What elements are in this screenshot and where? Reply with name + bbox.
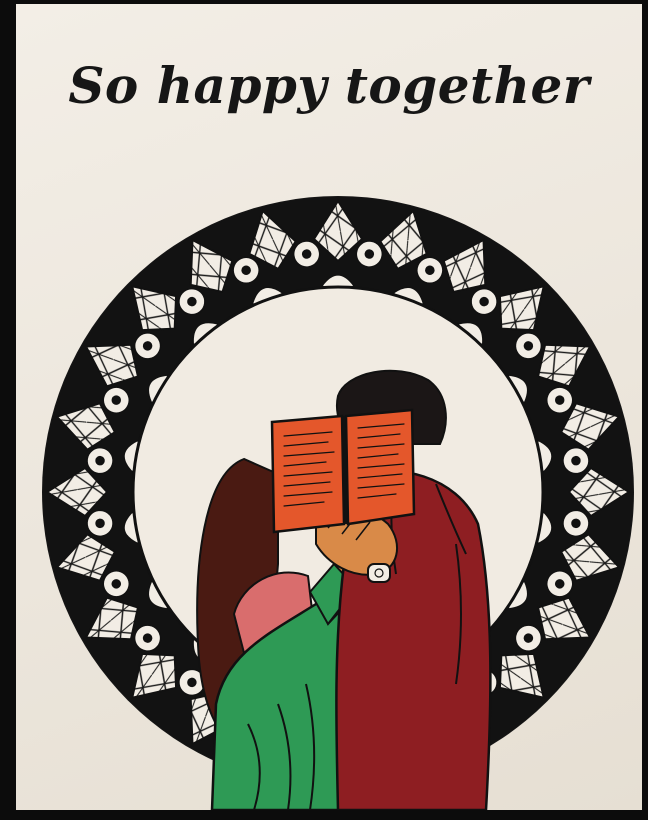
artwork-canvas xyxy=(16,4,642,810)
open-book xyxy=(272,410,414,532)
artwork-title: So happy together xyxy=(68,56,590,115)
watch-icon xyxy=(368,564,390,582)
illustration xyxy=(16,4,642,810)
